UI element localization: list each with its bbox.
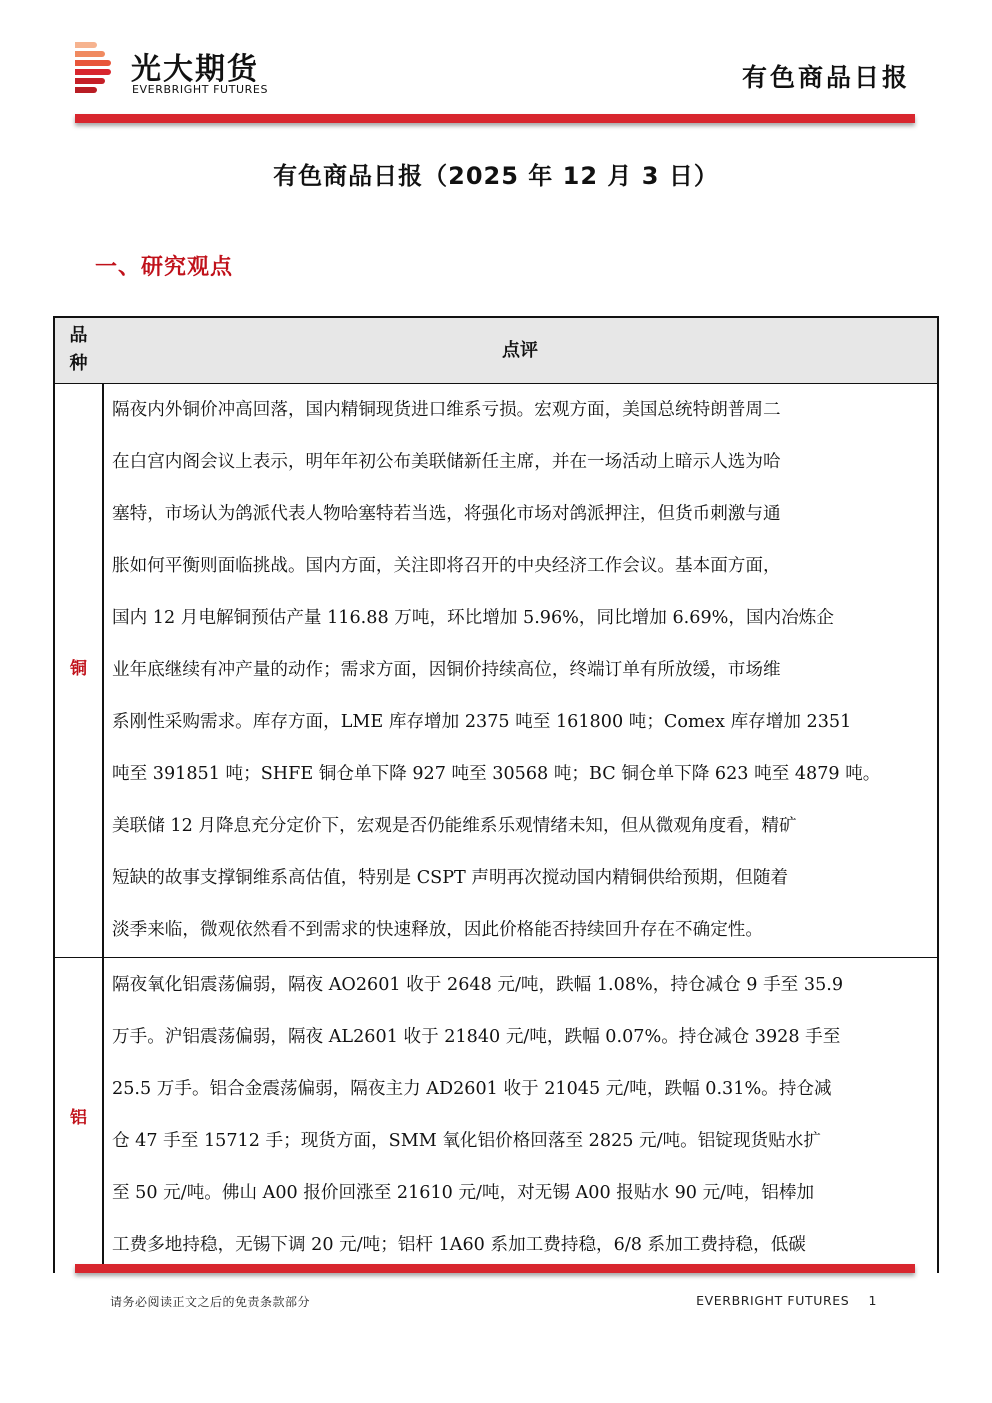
header-divider bbox=[75, 114, 915, 123]
table-row-aluminium bbox=[55, 959, 937, 1273]
text-line: 塞特，市场认为鸽派代表人物哈塞特若当选，将强化市场对鸽派押注，但货币刺激与通 bbox=[112, 504, 781, 524]
text-line: 至 50 元/吨。佛山 A00 报价回涨至 21610 元/吨，对无锡 A00 报贴水 90 元/吨，铝棒加 bbox=[112, 1183, 815, 1203]
document-title: 有色商品日报（2025 年 12 月 3 日） bbox=[273, 162, 719, 190]
text-line: 国内 12 月电解铜预估产量 116.88 万吨，环比增加 5.96%，同比增加 6.69%，国内冶炼企 bbox=[112, 608, 834, 628]
footer-brand-page bbox=[696, 1293, 877, 1308]
header-title: 有色商品日报 bbox=[741, 63, 910, 92]
text-line: 25.5 万手。铝合金震荡偏弱，隔夜主力 AD2601 收于 21045 元/吨，跌幅 0.31%。持仓减 bbox=[112, 1079, 832, 1099]
header-comment: 点评 bbox=[502, 340, 538, 361]
text-line: 淡季来临，微观依然看不到需求的快速释放，因此价格能否持续回升存在不确定性。 bbox=[112, 920, 763, 940]
footer-brand: EVERBRIGHT FUTURES bbox=[696, 1293, 850, 1308]
header-kind-char-2: 种 bbox=[69, 353, 88, 374]
footer-divider bbox=[75, 1264, 915, 1273]
text-line: 在白宫内阁会议上表示，明年年初公布美联储新任主席，并在一场活动上暗示人选为哈 bbox=[112, 452, 781, 472]
text-line: 万手。沪铝震荡偏弱，隔夜 AL2601 收于 21840 元/吨，跌幅 0.07%。持仓减仓 3928 手至 bbox=[112, 1027, 841, 1047]
text-line: 短缺的故事支撑铜维系高估值，特别是 CSPT 声明再次搅动国内精铜供给预期，但随着 bbox=[112, 868, 789, 888]
text-line: 仓 47 手至 15712 手；现货方面，SMM 氧化铝价格回落至 2825 元/吨。铝锭现货贴水扩 bbox=[112, 1131, 821, 1151]
row-kind-label: 铝 bbox=[70, 1108, 87, 1128]
text-line: 隔夜氧化铝震荡偏弱，隔夜 AO2601 收于 2648 元/吨，跌幅 1.08%，持仓减仓 9 手至 35.9 bbox=[112, 975, 844, 995]
page-number: 1 bbox=[868, 1293, 877, 1308]
text-line: 隔夜内外铜价冲高回落，国内精铜现货进口维系亏损。宏观方面，美国总统特朗普周二 bbox=[112, 400, 781, 420]
text-line: 胀如何平衡则面临挑战。国内方面，关注即将召开的中央经济工作会议。基本面方面， bbox=[112, 556, 781, 576]
footer-disclaimer: 请务必阅读正文之后的免责条款部分 bbox=[110, 1295, 311, 1309]
header-kind-char-1: 品 bbox=[69, 325, 88, 346]
text-line: 吨至 391851 吨；SHFE 铜仓单下降 927 吨至 30568 吨；BC 铜仓单下降 623 吨至 4879 吨。 bbox=[112, 764, 881, 784]
text-line: 美联储 12 月降息充分定价下，宏观是否仍能维系乐观情绪未知，但从微观角度看，精矿 bbox=[112, 816, 797, 836]
company-logo bbox=[75, 42, 290, 100]
commentary-table bbox=[53, 316, 939, 1273]
logo-mark-icon bbox=[75, 42, 115, 98]
row-commentary bbox=[112, 384, 932, 956]
text-line: 工费多地持稳，无锡下调 20 元/吨；铝杆 1A60 系加工费持稳，6/8 系加工费持稳，低碳 bbox=[112, 1235, 806, 1255]
logo-name-cn: 光大期货 bbox=[131, 52, 259, 87]
header-kind bbox=[55, 322, 102, 378]
section-heading: 一、研究观点 bbox=[95, 255, 234, 280]
row-commentary bbox=[112, 959, 932, 1271]
text-line: 系刚性采购需求。库存方面，LME 库存增加 2375 吨至 161800 吨；Comex 库存增加 2351 bbox=[112, 712, 852, 732]
logo-name-en: EVERBRIGHT FUTURES bbox=[132, 83, 269, 96]
text-line: 业年底继续有冲产量的动作；需求方面，因铜价持续高位，终端订单有所放缓，市场维 bbox=[112, 660, 781, 680]
table-row-copper bbox=[55, 384, 937, 958]
row-kind-label: 铜 bbox=[70, 659, 87, 679]
table-header bbox=[55, 318, 937, 384]
